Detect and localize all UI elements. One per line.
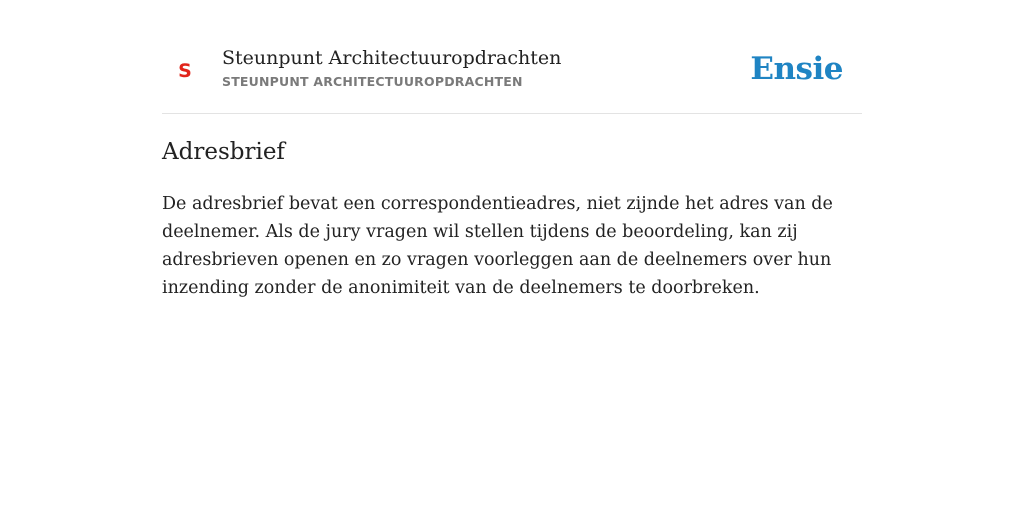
header xyxy=(162,0,862,114)
brand-logo[interactable]: Ensie xyxy=(750,51,843,87)
body-line: inzending zonder de anonimiteit van de deelnemers te doorbreken. xyxy=(162,278,760,298)
page xyxy=(162,0,862,512)
article-body xyxy=(162,190,862,302)
site-logo-icon[interactable]: S xyxy=(178,60,192,82)
body-line: deelnemer. Als de jury vragen wil stellen tijdens de beoordeling, kan zij xyxy=(162,222,798,242)
site-subtitle: STEUNPUNT ARCHITECTUUROPDRACHTEN xyxy=(222,74,523,89)
site-title[interactable]: Steunpunt Architectuuropdrachten xyxy=(222,47,562,69)
body-line: adresbrieven openen en zo vragen voorleggen aan de deelnemers over hun xyxy=(162,250,832,270)
body-line: De adresbrief bevat een correspondentieadres, niet zijnde het adres van de xyxy=(162,194,833,214)
article-title: Adresbrief xyxy=(162,139,285,165)
